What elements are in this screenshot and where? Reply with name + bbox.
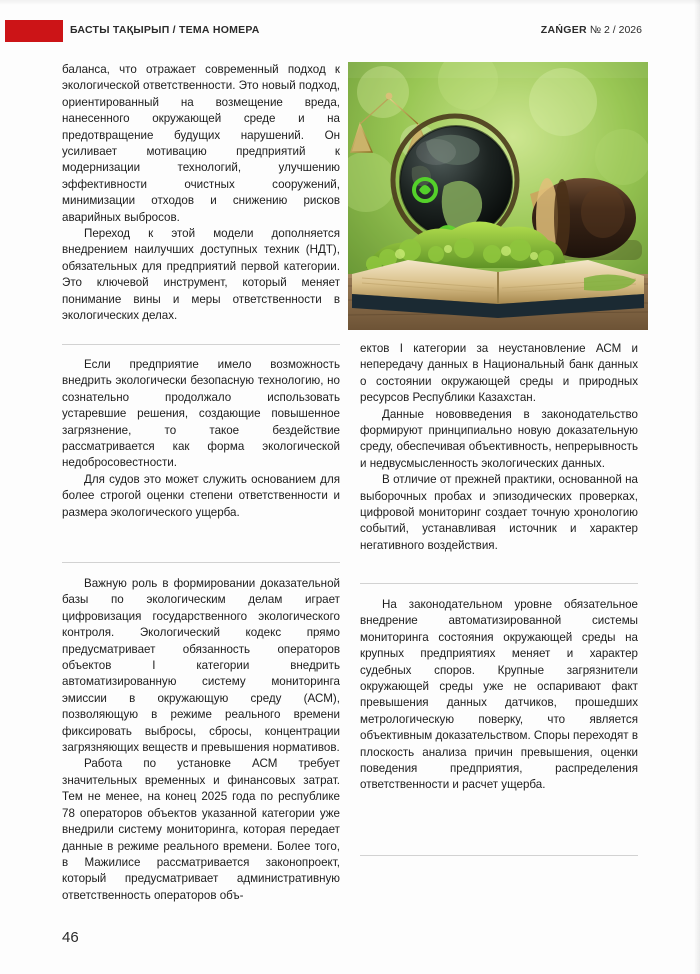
section-divider (360, 583, 638, 584)
scan-edge-right (694, 0, 700, 974)
paragraph: Для судов это может служить основанием для более строгой оценки степени ответственности и размера экологического ущерба. (62, 472, 340, 519)
right-column-block-1 (360, 341, 638, 554)
paragraph: Переход к этой модели дополняется внедрением наилучших доступных техник (НДТ), обязательных для предприятий первой категории. Это ключевой инструмент, который меняет понимание вины и меры ответственности в экологических делах. (62, 227, 340, 323)
paragraph: ектов I категории за неустановление АСМ и непередачу данных в Национальный банк данных о состоянии окружающей среды и природных ресурсов Республики Казахстан. (360, 342, 638, 405)
paragraph: Если предприятие имело возможность внедрить экологически безопасную технологию, но сознательно продолжало использовать устаревшие решения, создающие повышенное загрязнение, то такое бездействие рассматривается как форма экологической недобросовестности. (62, 358, 340, 470)
section-divider (360, 855, 638, 856)
left-column-block-3 (62, 576, 340, 904)
left-column-block-2 (62, 357, 340, 521)
issue-number: № 2 / 2026 (589, 24, 642, 36)
running-head-rubric: БАСТЫ ТАҚЫРЫП / ТЕМА НОМЕРА (70, 24, 260, 36)
paragraph: Данные нововведения в законодательство формируют принципиально новую доказательную среду, обеспечивая объективность, непрерывность и недвусмысленность экологических данных. (360, 407, 638, 470)
right-column-block-2 (360, 597, 638, 794)
section-divider (62, 344, 340, 345)
paragraph: Работа по установке АСМ требует значительных временных и финансовых затрат. Тем не менее, на конец 2025 года по республике 78 операторов объектов указанной категории уже внедрили систему мониторинга, которая передает данные в режиме реального времени. Более того, в Мажилисе рассматривается законопроект, который предусматривает административную ответственность операторов объ- (62, 757, 340, 902)
running-head-issue (541, 24, 642, 36)
paragraph: На законодательном уровне обязательное внедрение автоматизированной системы мониторинга состояния окружающей среды на крупных предприятиях меняет и характер судебных споров. Крупные загрязнители окружающей среды уже не оспаривают факт превышения данных датчиков, прошедших метрологическую поверку, что является объективным доказательством. Споры переходят в плоскость анализа причин превышения, оценки поведения предприятия, распределения ответственности и расчет ущерба. (360, 598, 638, 792)
running-head (0, 0, 700, 56)
magazine-brand: ZAŃGER (540, 24, 587, 36)
page-number: 46 (62, 929, 79, 946)
paragraph: В отличие от прежней практики, основанной на выборочных пробах и эпизодических проверках, цифровой мониторинг создает точную хронологию событий, устанавливая источник и характер негативного воздействия. (360, 473, 638, 552)
red-flag-marker (5, 20, 63, 42)
section-divider (62, 562, 340, 563)
article-photo-illustration (348, 62, 648, 330)
globe-illustration (400, 126, 512, 238)
article-photo (348, 62, 648, 330)
left-column-block-1 (62, 62, 340, 325)
paragraph: Важную роль в формировании доказательной базы по экологическим делам играет цифровизация государственного экологического контроля. Экологический кодекс прямо предусматривает обязанность операторов объектов I категории внедрить автоматизированную систему мониторинга эмиссии в окружающую среду (АСМ), позволяющую в режиме реального времени фиксировать выбросы, сбросы, концентрации загрязняющих веществ и превышения нормативов. (62, 577, 340, 755)
paragraph: баланса, что отражает современный подход к экологической ответственности. Это новый подход, ориентированный на возмещение вреда, нанесенного окружающей среде и на предотвращение будущих нарушений. Он усиливает мотивацию предприятий к модернизации технологий, улучшению эффективности очистных сооружений, минимизации отходов и снижению рисков аварийных выбросов. (62, 63, 340, 224)
